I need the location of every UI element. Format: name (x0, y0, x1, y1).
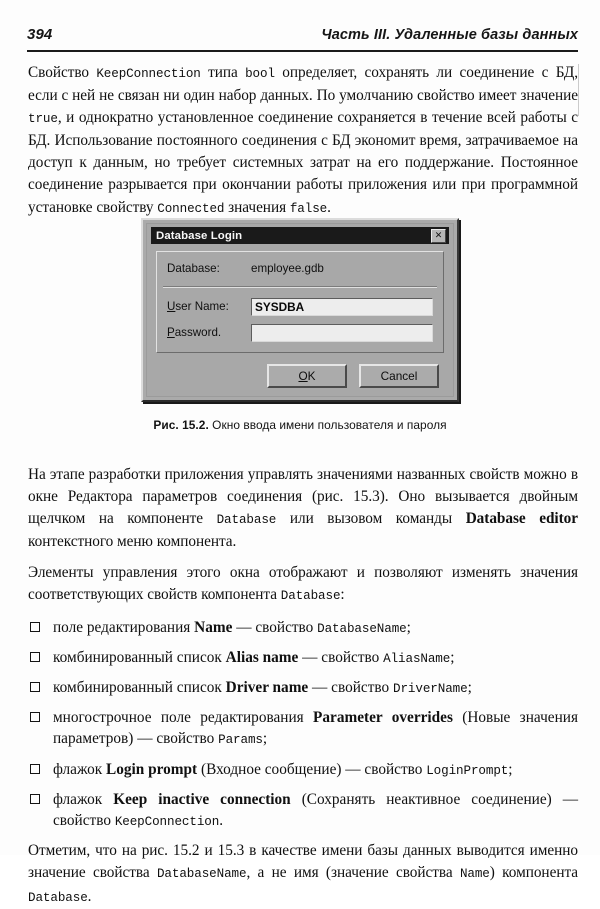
list-item (28, 759, 578, 783)
figure-caption-text: Окно ввода имени пользователя и пароля (208, 418, 447, 432)
text-run: ) компонента (489, 864, 579, 882)
figure-caption-number: Рис. 15.2. (153, 418, 209, 432)
database-label: Database: (167, 262, 220, 275)
text-run: (Сохранять неактивное соединение) — свойство (53, 790, 578, 830)
code-keepconnection: KeepConnection (96, 67, 201, 81)
close-icon[interactable]: ✕ (431, 229, 446, 243)
text-run: значения (224, 198, 290, 216)
text-run: ; (508, 760, 513, 778)
control-name: Login prompt (106, 760, 198, 778)
ok-label-rest: K (307, 369, 316, 383)
text-run: определяет, сохранять ли соединение с БД, если с ней не связан ни один набор данных. По умолчанию свойство имеет значение (28, 64, 578, 105)
text-run: Отметим, что на рис. 15.2 и 15.3 в качестве имени базы данных выводится именно значение свойства (28, 842, 578, 882)
text-run: , а не имя (значение свойства (246, 864, 460, 882)
text-run: флажок (53, 790, 114, 808)
square-bullet-icon (30, 622, 40, 632)
property-name: LoginPrompt (426, 763, 509, 778)
database-row (157, 258, 443, 279)
text-run: контекстного меню компонента. (28, 533, 237, 551)
password-label-rest: assword. (174, 326, 222, 339)
code-name: Name (459, 867, 490, 882)
text-run: : (340, 586, 345, 604)
page-number: 394 (27, 26, 53, 43)
code-database: Database (216, 513, 277, 528)
code-true: true (28, 112, 58, 127)
text-run: ; (406, 618, 411, 636)
list-item (28, 677, 578, 701)
control-name: Parameter overrides (313, 708, 453, 726)
code-bool: bool (245, 67, 275, 81)
text-run: (Входное сообщение) — свойство (197, 760, 427, 778)
upper-text-column (28, 62, 578, 220)
square-bullet-icon (30, 682, 40, 692)
text-run: или вызовом команды (276, 510, 466, 528)
password-accel-char: P (167, 326, 175, 339)
database-value: employee.gdb (251, 262, 324, 275)
list-item (28, 707, 578, 752)
square-bullet-icon (30, 712, 40, 722)
text-run: комбинированный список (53, 678, 226, 696)
password-input[interactable] (251, 324, 433, 342)
username-row (157, 296, 443, 317)
header-rule (27, 50, 578, 52)
password-row (157, 322, 443, 343)
square-bullet-icon (30, 794, 40, 804)
text-run: многострочное поле редактирования (53, 708, 314, 726)
text-run: Свойство (28, 64, 97, 81)
lower-text-column (28, 464, 578, 909)
code-database: Database (28, 890, 88, 905)
username-label-rest: ser Name: (175, 300, 229, 313)
paragraph-keepconnection (28, 62, 578, 220)
text-run: Элементы управления этого окна отображают и позволяют изменять значения соответствующих свойств компонента (28, 564, 578, 604)
credentials-groupbox (156, 251, 444, 353)
text-run: — свойство (308, 678, 393, 696)
list-item (28, 789, 578, 834)
text-run: . (87, 887, 92, 905)
property-name: DriverName (393, 681, 468, 696)
username-input[interactable]: SYSDBA (251, 298, 433, 316)
code-database: Database (280, 589, 341, 604)
text-run: ; (262, 730, 268, 748)
square-bullet-icon (30, 764, 40, 774)
dialog-button-row (151, 353, 449, 390)
scan-artifact (578, 64, 579, 116)
figure-caption (0, 418, 600, 432)
code-false: false (289, 201, 328, 216)
text-run: На этапе разработки приложения управлять значениями названных свойств можно в окне Редактора параметров соединения (рис. 15.3). Оно вызывается двойным щелчком на компоненте (28, 466, 578, 528)
list-item (28, 647, 578, 671)
property-name: KeepConnection (114, 815, 220, 830)
text-run: — свойство (298, 648, 384, 666)
dialog-titlebar (151, 227, 449, 244)
text-run: комбинированный список (53, 648, 226, 666)
paragraph-controls-intro (28, 562, 578, 607)
control-name: Keep inactive connection (113, 790, 291, 808)
password-label (167, 326, 251, 339)
dialog-title: Database Login (156, 229, 243, 242)
text-run: . (219, 812, 224, 830)
control-name: Name (194, 618, 233, 636)
text-run: типа (200, 64, 246, 81)
text-run: флажок (53, 760, 107, 778)
list-item (28, 617, 578, 641)
control-name: Driver name (225, 678, 309, 696)
paragraph-editor (28, 464, 578, 553)
property-name: Params (218, 733, 263, 748)
property-name: DatabaseName (317, 621, 407, 636)
text-run: , и однократно установленное соединение сохраняется в течение всей работы с БД. Использование постоянного соединения с БД экономит время, затрачиваемое на доступ к данным, но требует системных затрат на его поддержание. Постоянное соединение разрывается при окончании работы приложения или при программной установке свойству (28, 109, 578, 216)
bold-database-editor: Database editor (465, 510, 578, 528)
running-head (27, 26, 578, 48)
dialog-inner-frame (146, 223, 454, 397)
text-run: поле редактирования (53, 618, 195, 636)
username-accel-char: U (167, 300, 176, 313)
ok-button[interactable] (267, 364, 347, 388)
text-run: (Новые значения параметров) — свойство (53, 708, 578, 748)
code-databasename: DatabaseName (156, 867, 247, 882)
property-name: AliasName (383, 651, 451, 666)
running-title: Часть III. Удаленные базы данных (321, 27, 578, 43)
figure-15-2 (0, 218, 600, 432)
cancel-button[interactable]: Cancel (359, 364, 439, 388)
groupbox-divider (163, 286, 437, 288)
square-bullet-icon (30, 652, 40, 662)
control-name: Alias name (225, 648, 299, 666)
text-run: . (327, 198, 331, 216)
text-run: ; (467, 678, 472, 696)
database-login-dialog (141, 218, 459, 402)
text-run: — свойство (232, 618, 318, 636)
ok-accel-char: O (298, 369, 308, 383)
text-run: ; (450, 648, 455, 666)
property-list (28, 617, 578, 834)
code-connected: Connected (157, 201, 225, 216)
username-label (167, 300, 251, 313)
paragraph-note (28, 840, 578, 908)
